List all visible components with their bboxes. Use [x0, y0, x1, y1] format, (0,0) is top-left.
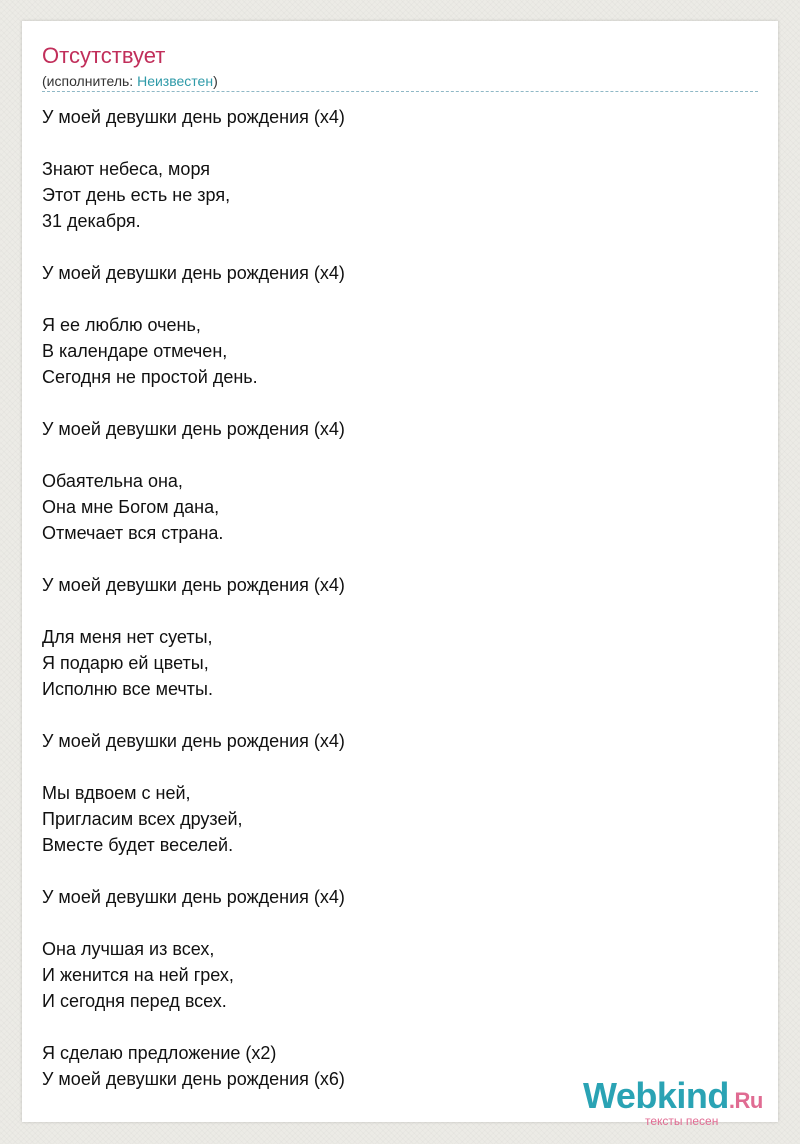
lyric-line: Вместе будет веселей.	[42, 835, 234, 855]
lyric-line: В календаре отмечен,	[42, 341, 228, 361]
lyric-line: Обаятельна она,	[42, 471, 183, 491]
lyric-line: У моей девушки день рождения (x4)	[42, 575, 345, 595]
lyric-line: У моей девушки день рождения (x4)	[42, 731, 345, 751]
lyric-line: 31 декабря.	[42, 211, 141, 231]
logo-tagline: тексты песен	[645, 1114, 719, 1128]
logo-main-text: Webkind	[583, 1075, 729, 1116]
stanza-gap	[42, 702, 742, 728]
stanza-gap	[42, 390, 742, 416]
lyric-line: Исполню все мечты.	[42, 679, 213, 699]
lyric-line: Отмечает вся страна.	[42, 523, 224, 543]
stanza-gap	[42, 234, 742, 260]
lyric-line: Она лучшая из всех,	[42, 939, 215, 959]
song-title: Отсутствует	[42, 43, 166, 68]
artist-link[interactable]: Неизвестен	[137, 73, 214, 89]
lyric-line: У моей девушки день рождения (x4)	[42, 107, 345, 127]
lyrics-sheet	[22, 21, 778, 1122]
stanza-gap	[42, 910, 742, 936]
header-divider	[42, 91, 758, 92]
lyric-line: Для меня нет суеты,	[42, 627, 213, 647]
lyric-line: У моей девушки день рождения (x6)	[42, 1069, 345, 1089]
stanza-gap	[42, 546, 742, 572]
lyric-line: У моей девушки день рождения (x4)	[42, 887, 345, 907]
artist-line	[42, 72, 218, 90]
lyric-line: И сегодня перед всех.	[42, 991, 227, 1011]
lyric-line: У моей девушки день рождения (x4)	[42, 263, 345, 283]
stanza-gap	[42, 286, 742, 312]
stanza-gap	[42, 754, 742, 780]
artist-prefix: (исполнитель:	[42, 73, 138, 89]
lyric-line: И женится на ней грех,	[42, 965, 234, 985]
stanza-gap	[42, 858, 742, 884]
lyrics-body	[42, 104, 742, 1092]
lyric-line: Я сделаю предложение (x2)	[42, 1043, 277, 1063]
webkind-logo[interactable]	[583, 1076, 778, 1126]
stanza-gap	[42, 598, 742, 624]
lyric-line: Я подарю ей цветы,	[42, 653, 209, 673]
lyric-line: У моей девушки день рождения (x4)	[42, 419, 345, 439]
stanza-gap	[42, 1014, 742, 1040]
lyric-line: Сегодня не простой день.	[42, 367, 258, 387]
logo-domain-suffix: .Ru	[728, 1088, 763, 1113]
stanza-gap	[42, 130, 742, 156]
lyric-line: Мы вдвоем с ней,	[42, 783, 191, 803]
lyric-line: Этот день есть не зря,	[42, 185, 231, 205]
lyric-line: Знают небеса, моря	[42, 159, 210, 179]
lyric-line: Она мне Богом дана,	[42, 497, 220, 517]
artist-suffix: )	[213, 73, 218, 89]
lyric-line: Пригласим всех друзей,	[42, 809, 243, 829]
stanza-gap	[42, 442, 742, 468]
lyric-line: Я ее люблю очень,	[42, 315, 201, 335]
